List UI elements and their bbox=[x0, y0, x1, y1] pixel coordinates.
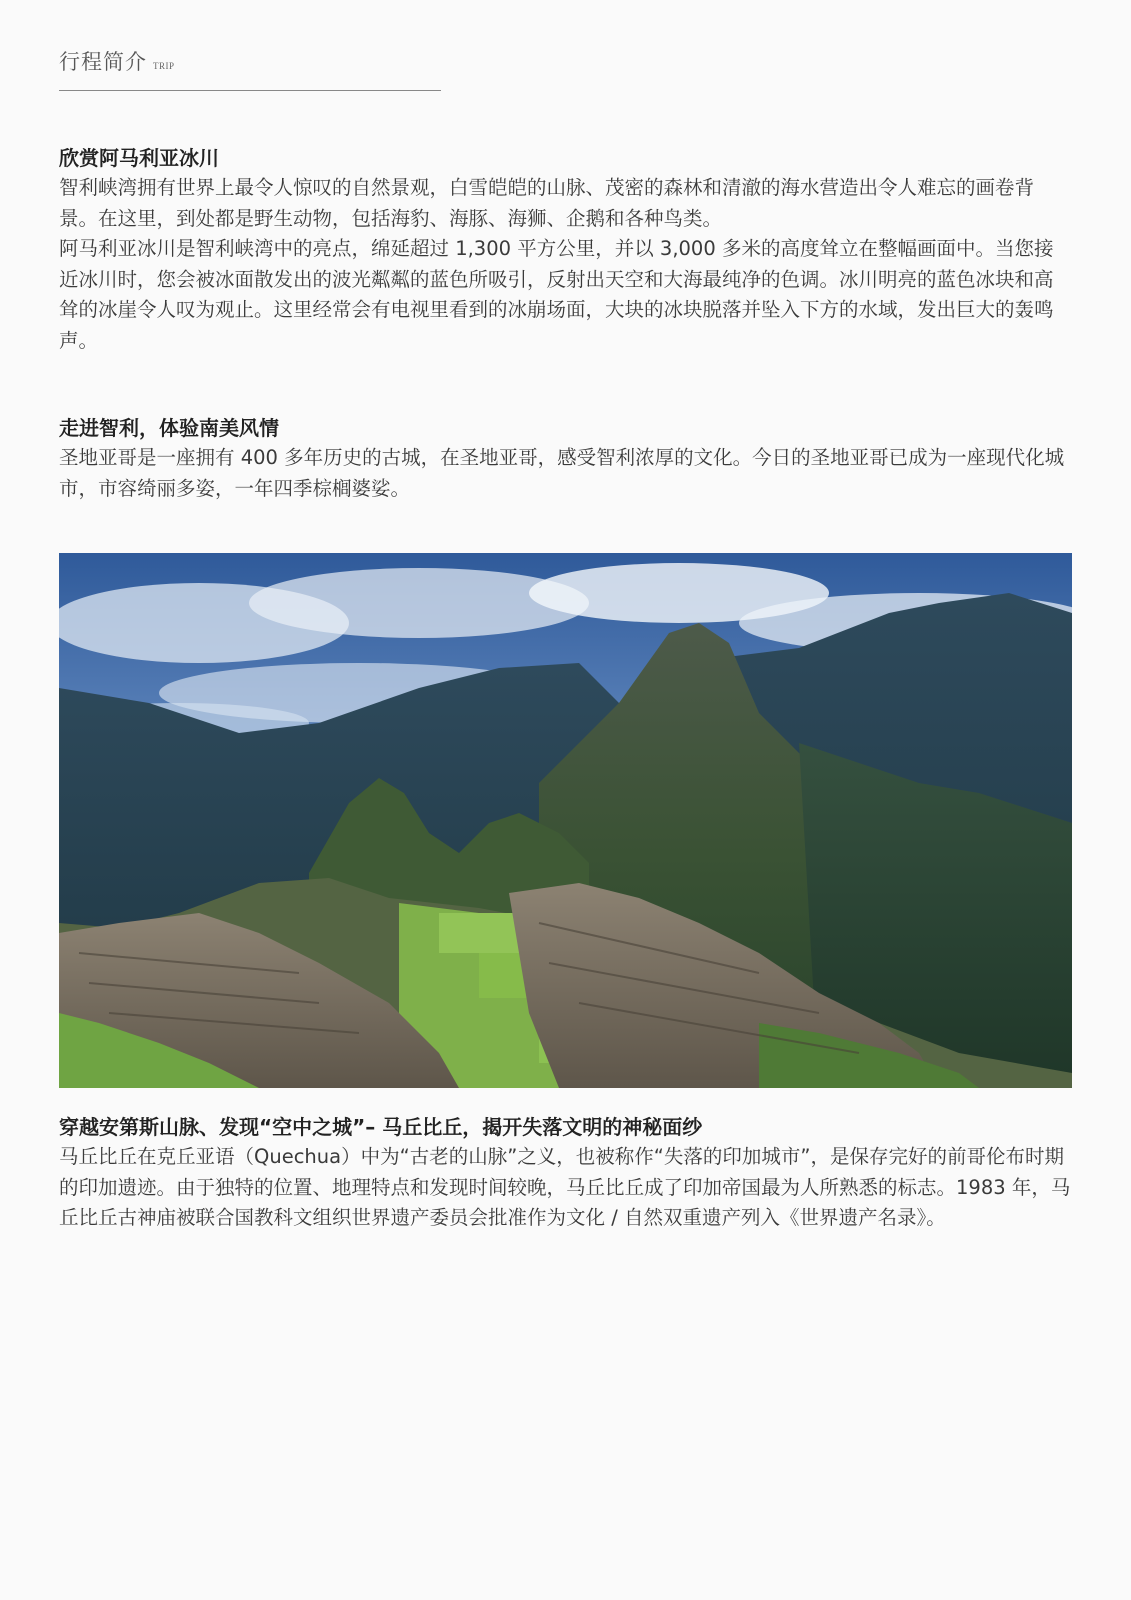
section-paragraph: 阿马利亚冰川是智利峡湾中的亮点，绵延超过 1,300 平方公里，并以 3,000 多米的高度耸立在整幅画面中。当您接近冰川时，您会被冰面散发出的波光粼粼的蓝色所吸引，反射出天空和大海最纯净的色调。冰川明亮的蓝色冰块和高耸的冰崖令人叹为观止。这里经常会有电视里看到的冰崩场面，大块的冰块脱落并坠入下方的水域，发出巨大的轰鸣声。 bbox=[59, 237, 1054, 352]
section-title: 欣赏阿马利亚冰川 bbox=[59, 146, 219, 170]
section-glacier bbox=[59, 143, 1072, 356]
section-machu-picchu bbox=[59, 1112, 1072, 1234]
section-title: 穿越安第斯山脉、发现“空中之城”– 马丘比丘，揭开失落文明的神秘面纱 bbox=[59, 1115, 703, 1139]
machu-picchu-photo bbox=[59, 553, 1072, 1088]
section-paragraph: 马丘比丘在克丘亚语（Quechua）中为“古老的山脉”之义，也被称作“失落的印加城市”，是保存完好的前哥伦布时期的印加遗迹。由于独特的位置、地理特点和发现时间较晚，马丘比丘成了印加帝国最为人所熟悉的标志。1983 年，马丘比丘古神庙被联合国教科文组织世界遗产委员会批准作为文化 / 自然双重遗产列入《世界遗产名录》。 bbox=[59, 1145, 1071, 1229]
section-paragraph: 圣地亚哥是一座拥有 400 多年历史的古城，在圣地亚哥，感受智利浓厚的文化。今日的圣地亚哥已成为一座现代化城市，市容绮丽多姿，一年四季棕榈婆娑。 bbox=[59, 446, 1065, 500]
section-chile bbox=[59, 413, 1072, 504]
header-subtitle: TRIP bbox=[153, 61, 175, 71]
page-header bbox=[59, 46, 441, 91]
header-title: 行程简介 bbox=[59, 50, 147, 74]
section-paragraph: 智利峡湾拥有世界上最令人惊叹的自然景观，白雪皑皑的山脉、茂密的森林和清澈的海水营造出令人难忘的画卷背景。在这里，到处都是野生动物，包括海豹、海豚、海狮、企鹅和各种鸟类。 bbox=[59, 176, 1035, 230]
section-title: 走进智利，体验南美风情 bbox=[59, 416, 279, 440]
